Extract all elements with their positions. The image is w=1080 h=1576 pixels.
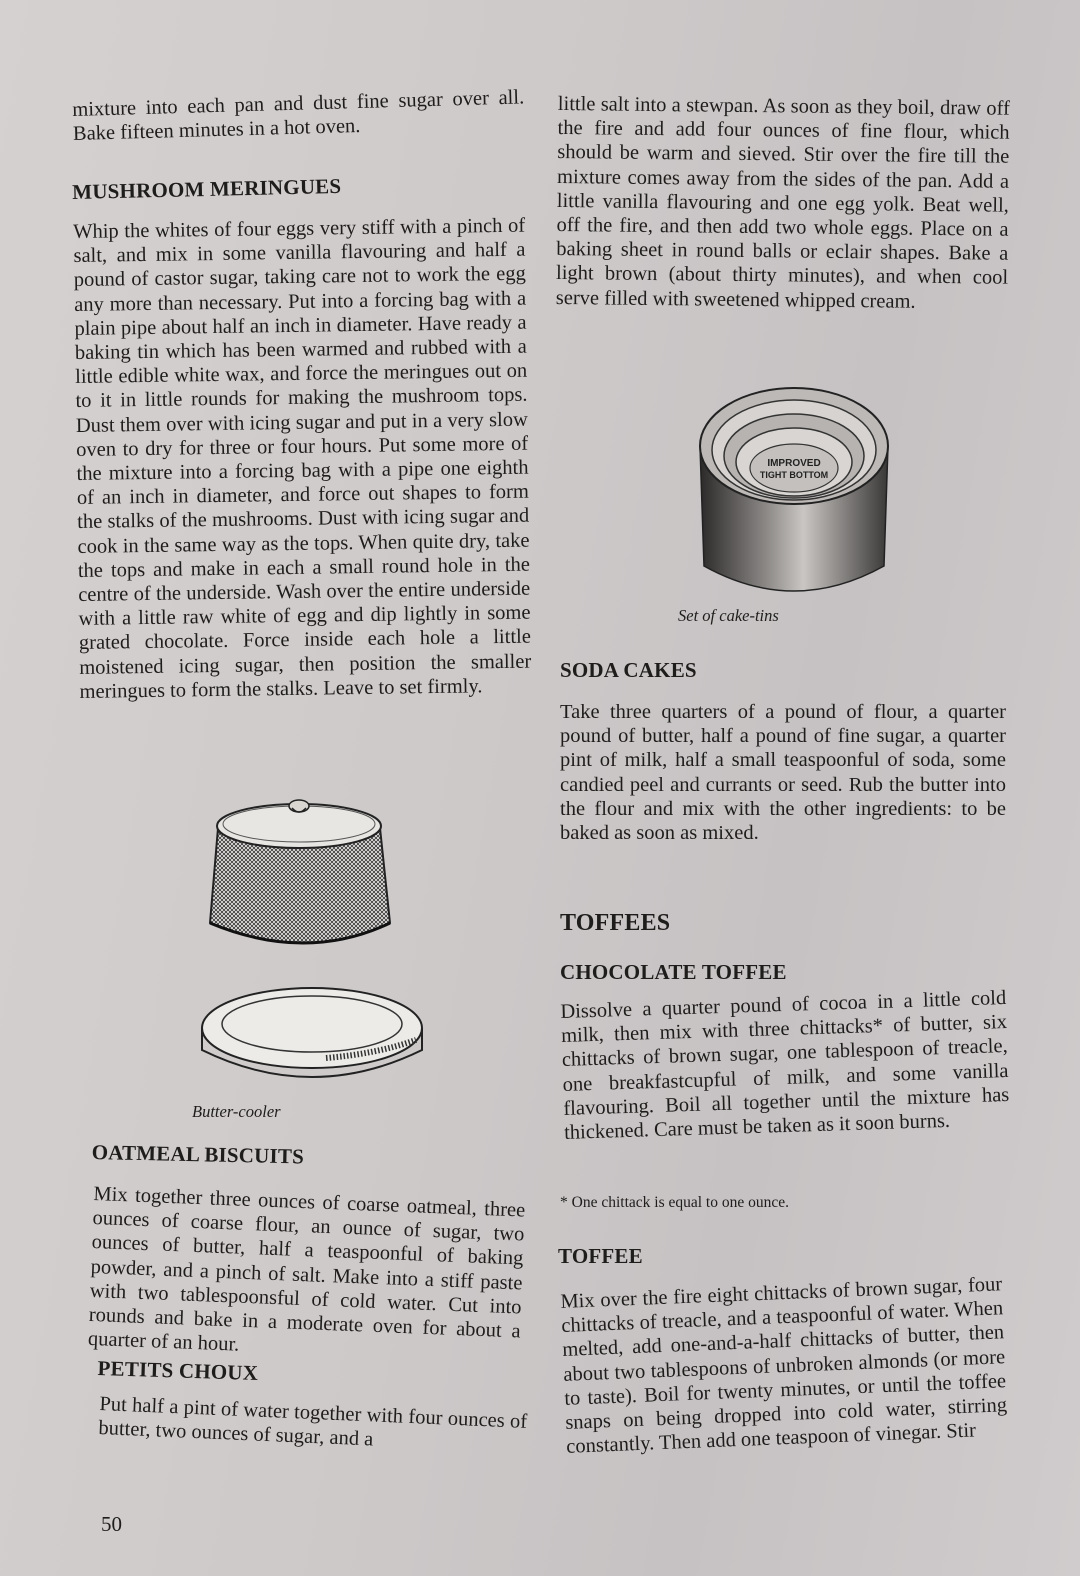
butter-cooler-lid [210, 800, 390, 943]
oatmeal-biscuits-body: Mix together three ounces of coarse oatmeal, three ounces of coarse flour, an ounce of sugar, two ounces of butter, half a teaspoonful of baking powder, and a pinch of salt. Make into a stiff paste with two tablespoonsful of cold water. Cut into rounds and bake in a moderate oven for about a quarter of an hour. [87, 1182, 526, 1356]
butter-cooler-caption: Butter-cooler [192, 1102, 281, 1121]
mushroom-meringues-heading: MUSHROOM MERINGUES [72, 173, 342, 204]
butter-cooler-illustration [186, 788, 426, 1098]
toffee-body: Mix over the fire eight chittacks of brown sugar, four chittacks of treacle, and a teaspoonful of water. When melted, add one-and-a-half chittacks of butter, then about two tablespoons of unbroken almonds (or more to taste). Boil for twenty minutes, or until the toffee snaps on being dropped into cold water, stirring constantly. Then add one teaspoon of vinegar. Stir [560, 1273, 1008, 1459]
chocolate-toffee-heading: CHOCOLATE TOFFEE [560, 960, 787, 984]
cake-tins-illustration [694, 376, 894, 604]
toffees-heading: TOFFEES [560, 910, 671, 936]
soda-cakes-body: Take three quarters of a pound of flour, a quarter pound of butter, half a pound of fine sugar, a quarter pint of milk, half a small teaspoonful of soda, some candied peel and currants or seed. Rub the butter into the flour and mix with the other ingredients: to be baked as soon as mixed. [560, 701, 1006, 845]
cake-tin-label-line2: TIGHT BOTTOM [759, 470, 829, 480]
mushroom-meringues-body: Whip the whites of four eggs very stiff with a pinch of salt, and mix in some vanilla flavouring and half a pound of castor sugar, taking care not to work the egg any more than necessary. Put into a forcing bag with a plain pipe about half an inch in diameter. Have ready a baking tin which has been warmed and rubbed with a little edible white wax, and force the meringues out on to it in little rounds for making the mushroom tops. Dust them over with icing sugar and put in a very slow oven to dry for three or four hours. Put some more of the mixture into a forcing bag with a pipe one eighth of an inch in diameter, and force out shapes to form the stalks of the mushrooms. Dust with icing sugar and cook in the same way as the tops. When quite dry, take the tops and make in each a small round hole in the centre of the underside. Wash over the entire underside with a little raw white of egg and dip lightly in some grated chocolate. Force inside each hole a little moistened icing sugar, then position the smaller meringues to form the stalks. Leave to set firmly. [73, 214, 532, 703]
chittack-footnote: * One chittack is equal to one ounce. [560, 1194, 789, 1211]
petits-choux-heading: PETITS CHOUX [97, 1356, 259, 1386]
chocolate-toffee-body: Dissolve a quarter pound of cocoa in a little cold milk, then mix with three chittacks* of butter, six chittacks of brown sugar, one tablespoon of treacle, one breakfastcupful of milk, and some vanilla flavouring. Boil all together until the mixture has thickened. Care must be taken as it soon burns. [560, 986, 1010, 1144]
butter-cooler-tray [202, 988, 422, 1077]
soda-cakes-heading: SODA CAKES [560, 658, 697, 682]
cake-tin-label-line1: IMPROVED [767, 458, 821, 469]
petits-choux-continued: little salt into a stewpan. As soon as they boil, draw off the fire and add four ounces of fine flour, which should be warm and sieved. Stir over the fire till the mixture comes away from the sides of the pan. Add a little vanilla flavouring and one egg yolk. Beat well, off the fire, and then add two whole eggs. Place on a baking sheet in round balls or eclair shapes. Bake a light brown (about thirty minutes), and when cool serve filled with sweetened whipped cream. [555, 92, 1010, 313]
page-number: 50 [101, 1512, 122, 1536]
oatmeal-biscuits-heading: OATMEAL BISCUITS [91, 1140, 305, 1169]
intro-text: mixture into each pan and dust fine sugar over all. Bake fifteen minutes in a hot oven. [72, 86, 525, 146]
cake-tins-caption: Set of cake-tins [678, 606, 779, 625]
toffee-heading: TOFFEE [558, 1244, 643, 1268]
petits-choux-body: Put half a pint of water together with four ounces of butter, two ounces of sugar, and a [98, 1392, 528, 1451]
